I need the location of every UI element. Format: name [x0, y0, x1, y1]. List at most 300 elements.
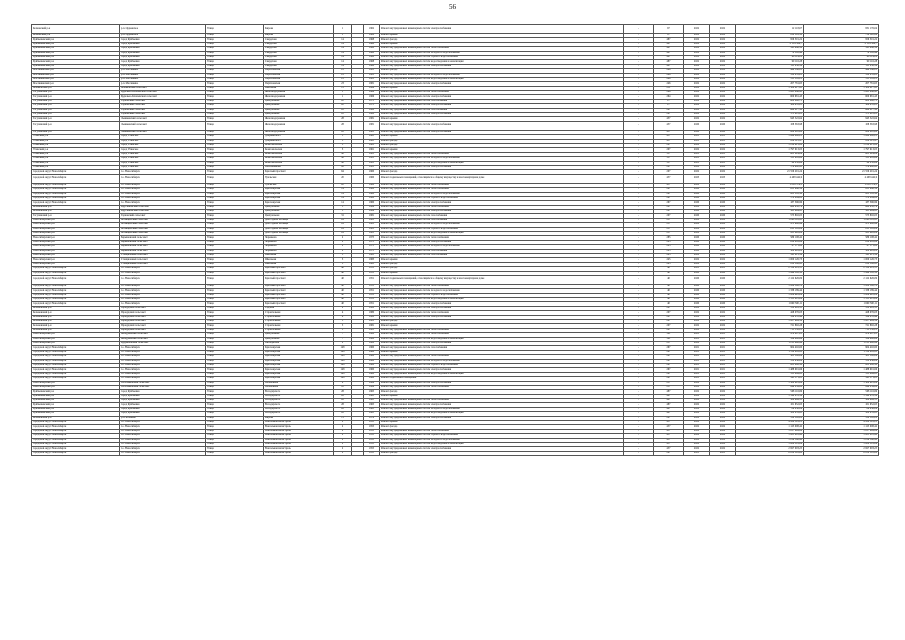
cell-settlement: город Куйбышев — [120, 394, 206, 398]
cell-code: 437 — [654, 117, 684, 121]
cell-settlement: Кругликовский сельсовет — [120, 205, 206, 209]
cell-municipality: Коченевский р-н — [32, 416, 120, 420]
cell-street: Красный проспект — [264, 267, 334, 271]
cell-year-built: 1983 — [364, 262, 380, 266]
cell-code: 207 — [654, 416, 684, 420]
cell-street: Володарского — [264, 412, 334, 416]
cell-street-type: Улица — [206, 337, 264, 341]
cell-blank: - — [624, 60, 654, 64]
cell-year-from: 2022 — [684, 165, 710, 169]
cell-year-to: 2022 — [710, 69, 736, 73]
cell-cost: 68 114,22 — [736, 55, 804, 59]
cell-house: 42 — [334, 157, 352, 161]
cell-settlement: г.о. Новосибирск — [120, 434, 206, 438]
cell-house: 14 — [334, 42, 352, 46]
cell-street: Красноярская — [264, 346, 334, 350]
cell-settlement: Станционный сельсовет — [120, 253, 206, 257]
cell-code: 267 — [654, 196, 684, 200]
cell-year-from: 2022 — [684, 381, 710, 385]
cell-year-built: 1981 — [364, 130, 380, 134]
cell-street-type: Улица — [206, 381, 264, 385]
cell-municipality: Новосибирский р-н — [32, 385, 120, 389]
cell-blank: - — [624, 86, 654, 90]
cell-total: 1 211 498,96 — [804, 342, 879, 346]
cell-total: 611 165,09 — [804, 227, 879, 231]
cell-street-type: Улица — [206, 165, 264, 169]
cell-year-to: 2020 — [710, 298, 736, 302]
cell-blank: - — [624, 34, 654, 38]
cell-house: 14 — [334, 196, 352, 200]
cell-cost: 478 007,05 — [736, 333, 804, 337]
cell-street-type: Улица — [206, 143, 264, 147]
cell-work-type: Ремонт внутридомовых инженерных систем теплоснабжения — [380, 284, 624, 288]
cell-blank: - — [624, 275, 654, 284]
cell-municipality: городской округ Новосибирск — [32, 438, 120, 442]
cell-total: 301 108,06 — [804, 355, 879, 359]
cell-work-type: Ремонт подвальных помещений, относящихся к общему имуществу в многоквартирном доме — [380, 275, 624, 284]
cell-code: 487 — [654, 399, 684, 403]
cell-house: 2 — [334, 429, 352, 433]
cell-house: 5 — [334, 320, 352, 324]
cell-code: 301 — [654, 333, 684, 337]
cell-street: Свердлова — [264, 51, 334, 55]
cell-year-built: 1955 — [364, 421, 380, 425]
cell-street: Вокзальная магистраль — [264, 429, 334, 433]
cell-code: 487 — [654, 38, 684, 42]
cell-code: 245 — [654, 262, 684, 266]
cell-house: 22 — [334, 108, 352, 112]
cell-total: 130 102,02 — [804, 416, 879, 420]
cell-blank: - — [624, 42, 654, 46]
cell-building — [352, 174, 364, 183]
cell-municipality: Куйбышевский р-н — [32, 407, 120, 411]
cell-municipality: Коченевский р-н — [32, 311, 120, 315]
cell-settlement: город Убинское — [120, 148, 206, 152]
cell-year-from: 2020 — [684, 188, 710, 192]
cell-year-from: 2022 — [684, 82, 710, 86]
cell-cost: 1 488 991,66 — [736, 368, 804, 372]
cell-year-to: 2021 — [710, 377, 736, 381]
cell-total: 713 532,21 — [804, 328, 879, 332]
cell-code: 207 — [654, 214, 684, 218]
cell-year-from: 2020 — [684, 121, 710, 130]
cell-municipality: Коченевский р-н — [32, 306, 120, 310]
cell-year-built: 1955 — [364, 425, 380, 429]
cell-code: 457 — [654, 447, 684, 451]
cell-settlement: г.о. Новосибирск — [120, 302, 206, 306]
cell-year-from: 2020 — [684, 271, 710, 275]
cell-blank: - — [624, 412, 654, 416]
cell-settlement: г.о. Новосибирск — [120, 425, 206, 429]
cell-municipality: Куйбышевский р-н — [32, 60, 120, 64]
cell-total: 143 371,03 — [804, 377, 879, 381]
cell-municipality: Новосибирский р-н — [32, 227, 120, 231]
cell-total: 201 185,38 — [804, 192, 879, 196]
cell-work-type: Ремонт внутридомовых инженерных систем теплоснабжения — [380, 236, 624, 240]
cell-house: 14 — [334, 47, 352, 51]
cell-cost: 102 031,85 — [736, 412, 804, 416]
cell-code: 251 — [654, 86, 684, 90]
cell-house: 2 — [334, 438, 352, 442]
cell-year-built: 1980 — [364, 337, 380, 341]
cell-total: 1 133 012,04 — [804, 298, 879, 302]
cell-total: 6 058 195,08 — [804, 451, 879, 455]
cell-year-built: 1981 — [364, 232, 380, 236]
cell-street-type: Улица — [206, 328, 264, 332]
cell-total: 101 652,65 — [804, 403, 879, 407]
cell-house: 2 — [334, 425, 352, 429]
cell-code: 237 — [654, 223, 684, 227]
cell-blank: - — [624, 157, 654, 161]
cell-street: Красноярская — [264, 355, 334, 359]
cell-year-built: 1981 — [364, 324, 380, 328]
cell-work-type: Ремонт внутридомовых инженерных систем холодного водоснабжения — [380, 407, 624, 411]
cell-street-type: Улица — [206, 275, 264, 284]
cell-cost: 1 797 913,05 — [736, 148, 804, 152]
cell-work-type: Ремонт внутридомовых инженерных систем теплоснабжения — [380, 188, 624, 192]
cell-municipality: Новосибирский р-н — [32, 262, 120, 266]
cell-year-from: 2021 — [684, 368, 710, 372]
cell-code: 207 — [654, 143, 684, 147]
cell-year-to: 2020 — [710, 201, 736, 205]
cell-blank: - — [624, 421, 654, 425]
cell-blank: - — [624, 196, 654, 200]
cell-settlement: г.о. Новосибирск — [120, 271, 206, 275]
cell-cost: 1 617 899,89 — [736, 429, 804, 433]
cell-building — [352, 25, 364, 34]
cell-code: 40 — [654, 284, 684, 288]
cell-settlement: р.п. Ордынское — [120, 25, 206, 34]
cell-code: 487 — [654, 64, 684, 68]
cell-settlement: город Куйбышев — [120, 38, 206, 42]
cell-cost: 129 855,44 — [736, 315, 804, 319]
cell-work-type: Ремонт внутридомовых инженерных систем теплоснабжения — [380, 328, 624, 332]
cell-cost: 165 894,95 — [736, 210, 804, 214]
cell-settlement: г.о. Новосибирск — [120, 359, 206, 363]
cell-code: 267 — [654, 113, 684, 117]
cell-street-type: Улица — [206, 298, 264, 302]
cell-street-type: Улица — [206, 407, 264, 411]
cell-cost: 1 950 508,78 — [736, 284, 804, 288]
table-row — [32, 275, 879, 284]
cell-year-built: 1951 — [364, 271, 380, 275]
cell-blank: - — [624, 442, 654, 446]
cell-year-to: 2022 — [710, 86, 736, 90]
cell-year-from: 2022 — [684, 55, 710, 59]
cell-street: Красноярская — [264, 368, 334, 372]
cell-house: 20 — [334, 183, 352, 187]
cell-house: 28 — [334, 412, 352, 416]
cell-street-type: Улица — [206, 306, 264, 310]
cell-building — [352, 451, 364, 455]
cell-blank: - — [624, 64, 654, 68]
cell-year-built: 1960 — [364, 363, 380, 367]
cell-street: Строительная — [264, 320, 334, 324]
cell-street: Вокзальная магистраль — [264, 434, 334, 438]
cell-work-type: Ремонт внутридомовых инженерных систем водоотведения и канализации — [380, 60, 624, 64]
cell-municipality: городской округ Новосибирск — [32, 267, 120, 271]
cell-total: 831 176,04 — [804, 25, 879, 34]
cell-settlement: Прокудский сельсовет — [120, 320, 206, 324]
cell-municipality: Коченевский р-н — [32, 315, 120, 319]
cell-year-from: 2021 — [684, 337, 710, 341]
cell-total: 1 488 991,66 — [804, 368, 879, 372]
table-row — [32, 174, 879, 183]
cell-year-built: 1951 — [364, 289, 380, 293]
cell-settlement: город Куйбышев — [120, 407, 206, 411]
cell-total: 2 154 326,7 — [804, 42, 879, 46]
cell-year-built: 1968 — [364, 55, 380, 59]
cell-cost: 662 652,79 — [736, 205, 804, 209]
cell-house: 20 — [334, 174, 352, 183]
cell-code: 267 — [654, 201, 684, 205]
cell-year-built: 1951 — [364, 267, 380, 271]
cell-settlement: г.о. Новосибирск — [120, 377, 206, 381]
cell-street: Вокзальная магистраль — [264, 438, 334, 442]
cell-year-built: 1975 — [364, 240, 380, 244]
cell-cost: 152 861,53 — [736, 306, 804, 310]
cell-work-type: Ремонт внутридомовых инженерных систем электроснабжения — [380, 381, 624, 385]
cell-year-from: 2022 — [684, 429, 710, 433]
cell-house: 40 — [334, 267, 352, 271]
cell-total: 682 298,73 — [804, 99, 879, 103]
cell-total: 172 084,28 — [804, 196, 879, 200]
cell-street: Кирова — [264, 416, 334, 420]
cell-street: Красноярская — [264, 372, 334, 376]
cell-code: 27 — [654, 99, 684, 103]
cell-code: 267 — [654, 108, 684, 112]
cell-total: 111 058,14 — [804, 64, 879, 68]
cell-year-built: 1975 — [364, 99, 380, 103]
cell-blank: - — [624, 337, 654, 341]
cell-total: 1 205 005,98 — [804, 434, 879, 438]
cell-house: 28 — [334, 407, 352, 411]
cell-street-type: Улица — [206, 359, 264, 363]
cell-year-to: 2021 — [710, 372, 736, 376]
cell-street: Железнодорожная — [264, 130, 334, 134]
cell-cost: 280 210,62 — [736, 130, 804, 134]
cell-cost: 496 186,23 — [736, 69, 804, 73]
cell-municipality: Куйбышевский р-н — [32, 390, 120, 394]
cell-work-type: Ремонт фасада — [380, 320, 624, 324]
cell-year-built: 1980 — [364, 306, 380, 310]
cell-house: 23 — [334, 82, 352, 86]
cell-house: 2 — [334, 342, 352, 346]
cell-year-to: 2022 — [710, 170, 736, 174]
cell-street: Красный проспект — [264, 289, 334, 293]
cell-year-built: 1960 — [364, 196, 380, 200]
cell-cost: 2 827 003,25 — [736, 447, 804, 451]
cell-code: 207 — [654, 328, 684, 332]
cell-year-from: 2021 — [684, 157, 710, 161]
cell-year-to: 2022 — [710, 60, 736, 64]
cell-blank: - — [624, 407, 654, 411]
cell-total: 668 217,38 — [804, 108, 879, 112]
cell-year-to: 2020 — [710, 293, 736, 297]
cell-municipality: Новосибирский р-н — [32, 232, 120, 236]
cell-total: 1 000 126,73 — [804, 258, 879, 262]
cell-total: 1 110 883,91 — [804, 350, 879, 354]
cell-year-built: 1981 — [364, 214, 380, 218]
cell-year-built: 1965 — [364, 139, 380, 143]
cell-year-to: 2021 — [710, 368, 736, 372]
cell-code: 67 — [654, 34, 684, 38]
cell-work-type: Ремонт внутридомовых инженерных систем теплоснабжения — [380, 399, 624, 403]
cell-year-to: 2022 — [710, 104, 736, 108]
cell-year-from: 2022 — [684, 73, 710, 77]
cell-street: Школьная — [264, 86, 334, 90]
cell-street: Уральская — [264, 183, 334, 187]
cell-street: Володарского — [264, 407, 334, 411]
cell-cost: 904 402,60 — [736, 346, 804, 350]
cell-street: Комсомольская — [264, 148, 334, 152]
cell-street-type: Улица — [206, 363, 264, 367]
cell-street-type: Улица — [206, 284, 264, 288]
cell-code: 207 — [654, 320, 684, 324]
cell-year-to: 2022 — [710, 438, 736, 442]
cell-settlement: город Куйбышев — [120, 47, 206, 51]
cell-year-from: 2022 — [684, 117, 710, 121]
cell-municipality: Новосибирский р-н — [32, 236, 120, 240]
cell-year-from: 2022 — [684, 183, 710, 187]
cell-year-from: 2021 — [684, 350, 710, 354]
cell-settlement: город Убинское — [120, 143, 206, 147]
cell-street-type: Улица — [206, 139, 264, 143]
cell-house: 1 — [334, 91, 352, 95]
cell-blank: - — [624, 403, 654, 407]
cell-street: Вокзальная магистраль — [264, 451, 334, 455]
cell-total: 207 781,65 — [804, 82, 879, 86]
cell-code: 40 — [654, 267, 684, 271]
cell-year-to: 2022 — [710, 442, 736, 446]
cell-municipality: городской округ Новосибирск — [32, 372, 120, 376]
cell-cost: 301 108,06 — [736, 355, 804, 359]
cell-street: Центральная — [264, 337, 334, 341]
cell-total: 1 950 508,78 — [804, 284, 879, 288]
cell-code: 437 — [654, 130, 684, 134]
cell-blank: - — [624, 82, 654, 86]
cell-municipality: Тогучинский р-н — [32, 113, 120, 117]
cell-settlement: Мичуринский сельсовет — [120, 333, 206, 337]
cell-cost: 132 055,61 — [736, 73, 804, 77]
cell-settlement: г.о. Новосибирск — [120, 174, 206, 183]
cell-street-type: Улица — [206, 232, 264, 236]
cell-house: 148 — [334, 368, 352, 372]
cell-year-built: 1980 — [364, 311, 380, 315]
cell-house: 5 — [334, 139, 352, 143]
cell-street-type: Улица — [206, 82, 264, 86]
cell-house: 14 — [334, 38, 352, 42]
cell-total: 904 402,60 — [804, 346, 879, 350]
cell-year-to: 2022 — [710, 324, 736, 328]
cell-work-type: Ремонт подвальных помещений, относящихся к общему имуществу в многоквартирном доме — [380, 174, 624, 183]
cell-house: 3 — [334, 253, 352, 257]
cell-year-from: 2021 — [684, 363, 710, 367]
cell-municipality: городской округ Новосибирск — [32, 302, 120, 306]
cell-cost: 1 110 883,91 — [736, 350, 804, 354]
cell-settlement: город Куйбышев — [120, 42, 206, 46]
cell-settlement: Мошковский сельсовет — [120, 86, 206, 90]
cell-settlement: Мочищенский сельсовет — [120, 232, 206, 236]
cell-blank: - — [624, 165, 654, 169]
cell-year-from: 2021 — [684, 267, 710, 271]
cell-blank: - — [624, 372, 654, 376]
cell-year-built: 1951 — [364, 298, 380, 302]
cell-street: Партизанская — [264, 69, 334, 73]
cell-house: 64 — [334, 170, 352, 174]
cell-year-built: 1981 — [364, 121, 380, 130]
cell-cost: 631 966,59 — [736, 188, 804, 192]
cell-municipality: Новосибирский р-н — [32, 223, 120, 227]
cell-house: 28 — [334, 117, 352, 121]
cell-blank: - — [624, 210, 654, 214]
cell-year-built: 1965 — [364, 394, 380, 398]
cell-municipality: Тогучинский р-н — [32, 108, 120, 112]
cell-code: 264 — [654, 95, 684, 99]
cell-year-to: 2021 — [710, 346, 736, 350]
cell-settlement: г.о. Новосибирск — [120, 293, 206, 297]
cell-year-to: 2022 — [710, 73, 736, 77]
cell-cost: 97 571,28 — [736, 245, 804, 249]
cell-code: 487 — [654, 390, 684, 394]
cell-work-type: Ремонт внутридомовых инженерных систем горячего водоснабжения — [380, 55, 624, 59]
cell-code: 237 — [654, 381, 684, 385]
cell-year-from: 2022 — [684, 95, 710, 99]
cell-street: Строительная — [264, 328, 334, 332]
cell-street: Октябрьская — [264, 342, 334, 346]
cell-settlement: Плотниковский сельсовет — [120, 381, 206, 385]
cell-year-from: 2022 — [684, 407, 710, 411]
cell-blank: - — [624, 108, 654, 112]
cell-municipality: Куйбышевский р-н — [32, 403, 120, 407]
cell-cost: 415 028,09 — [736, 232, 804, 236]
cell-blank: - — [624, 192, 654, 196]
cell-street-type: Улица — [206, 86, 264, 90]
cell-year-built: 1982 — [364, 342, 380, 346]
cell-year-to: 2022 — [710, 253, 736, 257]
cell-year-to: 2022 — [710, 429, 736, 433]
cell-cost: 1 380 612,04 — [736, 381, 804, 385]
cell-street: Володарского — [264, 399, 334, 403]
cell-blank: - — [624, 51, 654, 55]
cell-year-built: 1968 — [364, 42, 380, 46]
cell-street-type: Улица — [206, 60, 264, 64]
table-row — [32, 451, 879, 455]
cell-cost: 6 058 195,08 — [736, 451, 804, 455]
cell-year-from: 2022 — [684, 403, 710, 407]
cell-blank: - — [624, 320, 654, 324]
cell-street-type: Улица — [206, 227, 264, 231]
cell-street-type: Улица — [206, 368, 264, 372]
cell-code: 207 — [654, 315, 684, 319]
cell-work-type: Ремонт внутридомовых инженерных систем теплоснабжения — [380, 311, 624, 315]
cell-street-type: Улица — [206, 99, 264, 103]
cell-house: 7 — [334, 337, 352, 341]
cell-street: Комсомольская — [264, 143, 334, 147]
cell-code: 487 — [654, 407, 684, 411]
cell-house: 14 — [334, 188, 352, 192]
cell-street-type: Улица — [206, 38, 264, 42]
cell-blank: - — [624, 267, 654, 271]
cell-house: 42 — [334, 161, 352, 165]
cell-house: 28 — [334, 390, 352, 394]
cell-work-type: Ремонт фасада — [380, 451, 624, 455]
cell-year-built: 1980 — [364, 333, 380, 337]
cell-blank: - — [624, 377, 654, 381]
cell-total: 600 681,43 — [804, 95, 879, 99]
cell-year-to: 2022 — [710, 183, 736, 187]
cell-year-to: 2020 — [710, 121, 736, 130]
